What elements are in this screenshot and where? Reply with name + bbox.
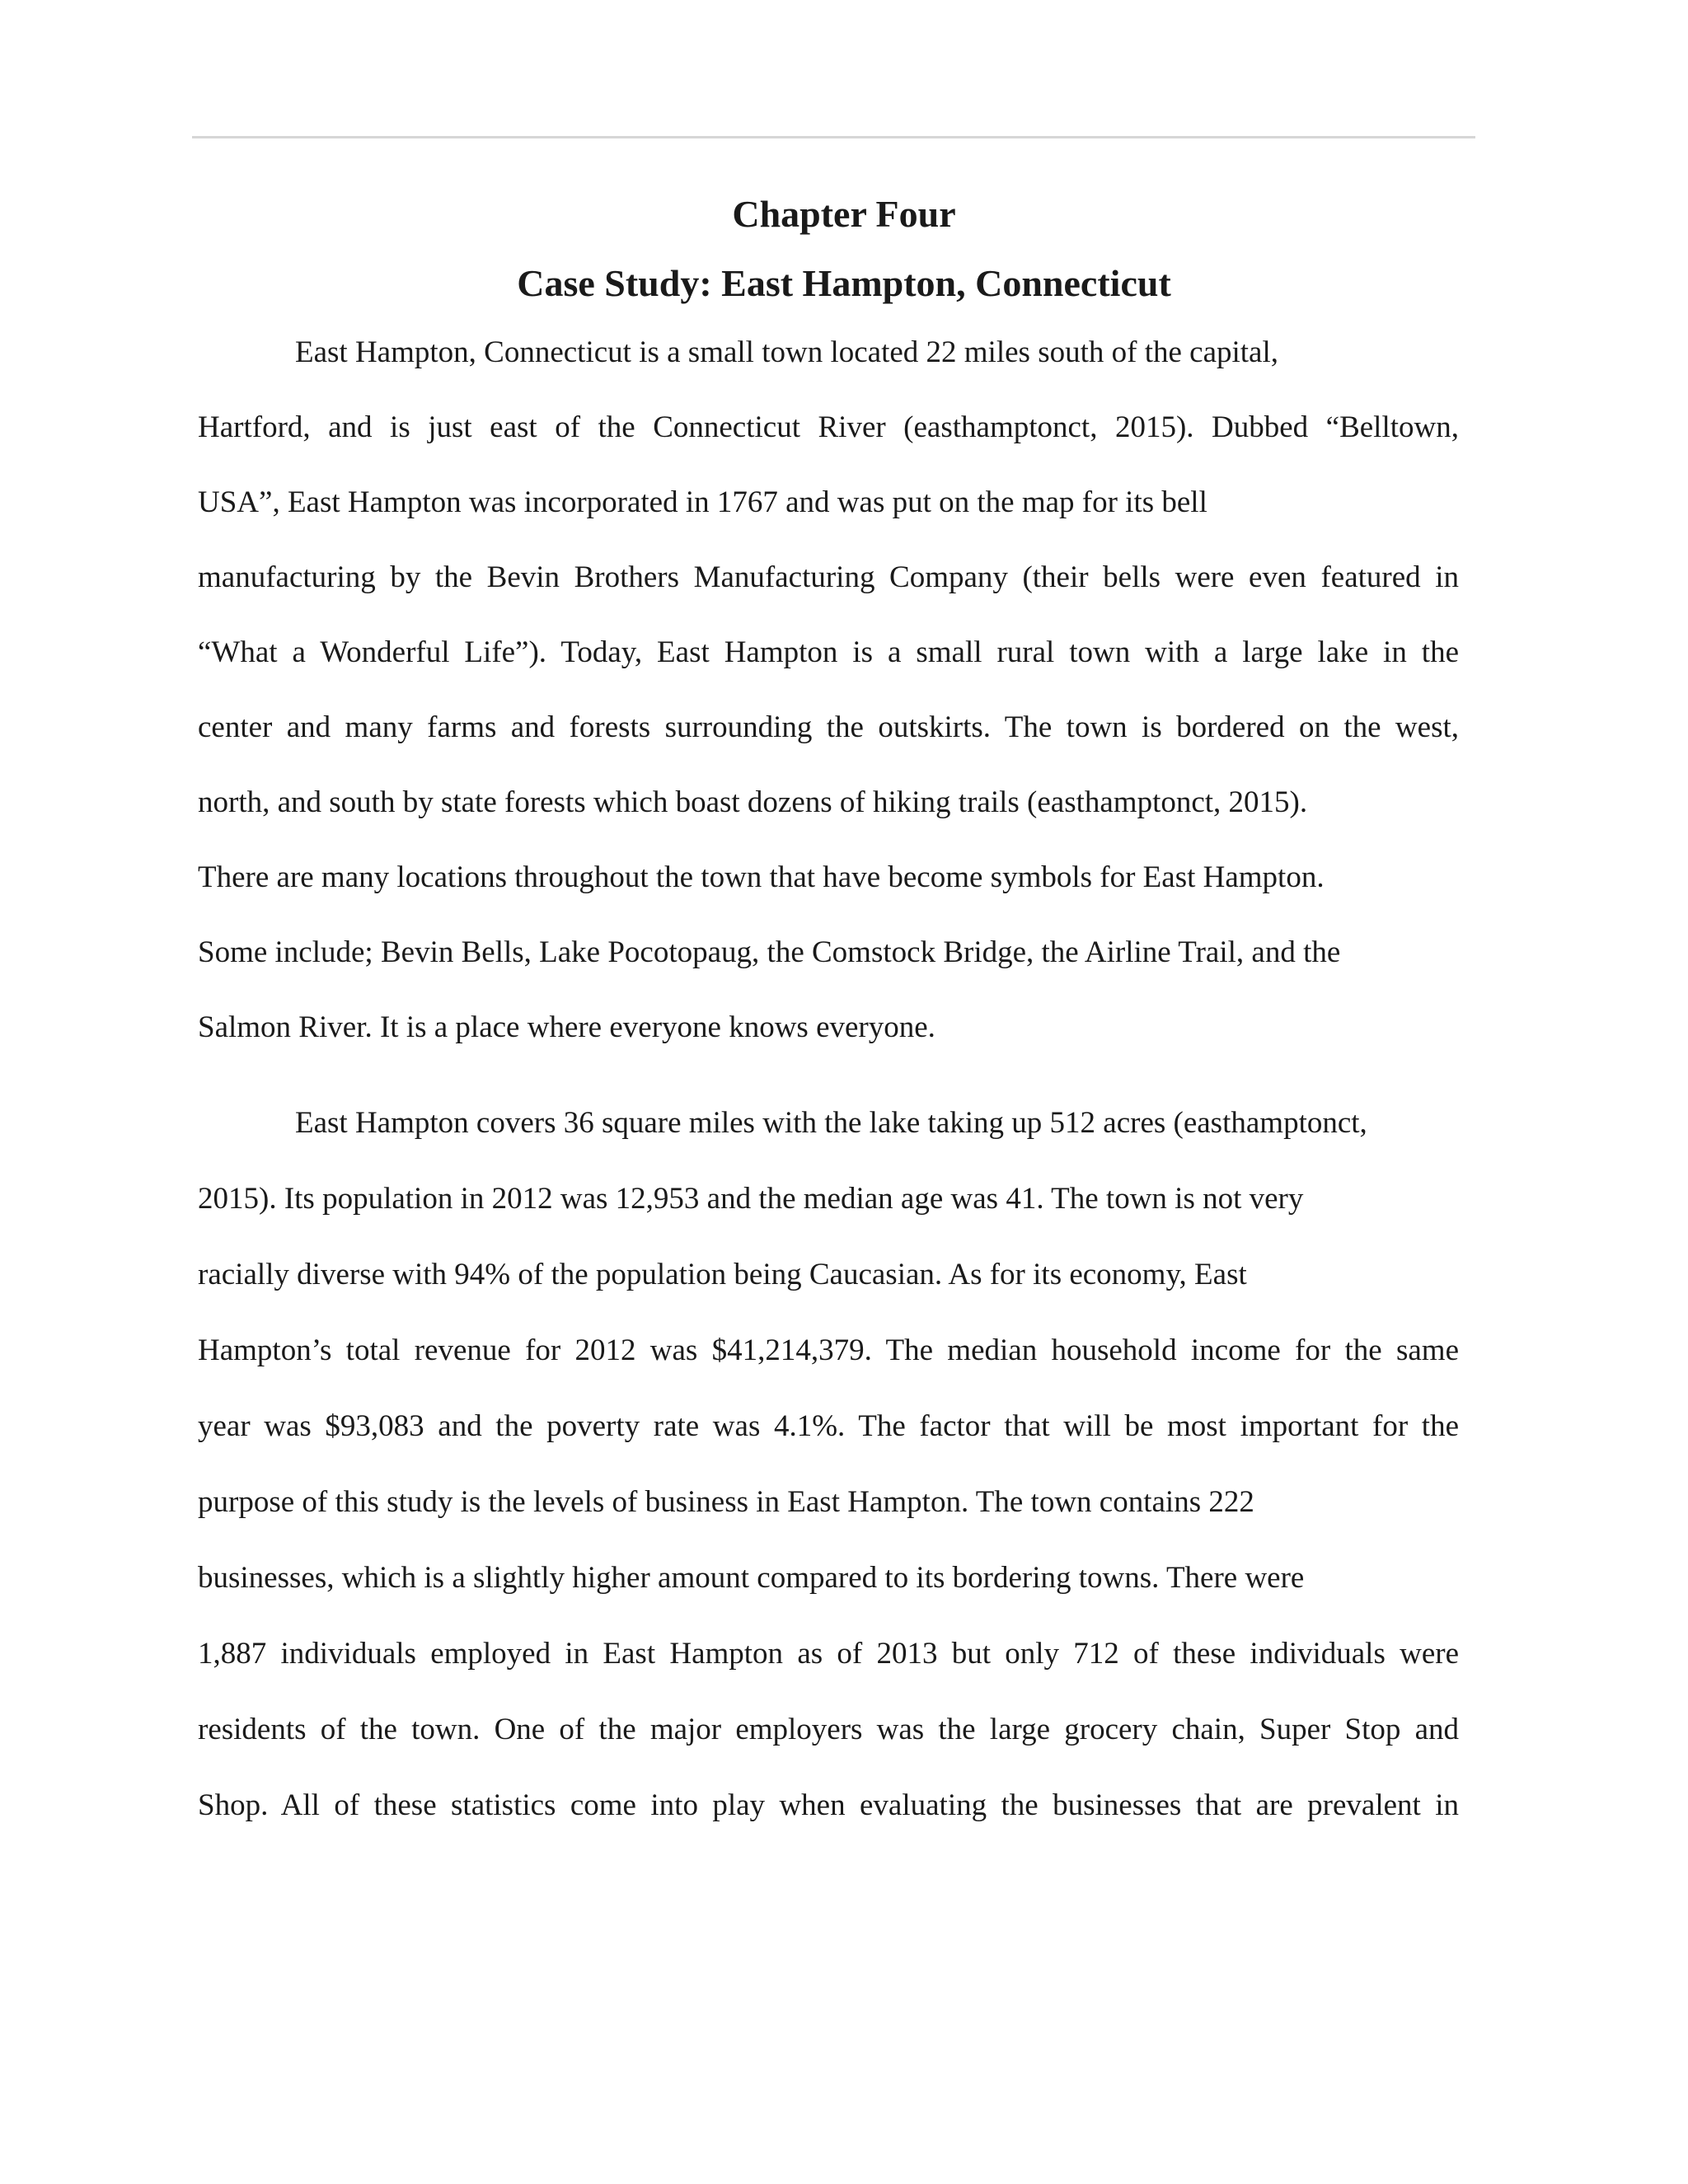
paragraph-1-line-2: Hartford, and is just east of the Connecticut River (easthamptonct, 2015). Dubbed “Belltown, [198, 410, 1459, 444]
paragraph-2-line-1: East Hampton covers 36 square miles with the lake taking up 512 acres (easthamptonct, [295, 1106, 1367, 1140]
paragraph-1-line-6: center and many farms and forests surrounding the outskirts. The town is bordered on the west, [198, 710, 1459, 744]
paragraph-2-line-3: racially diverse with 94% of the population being Caucasian. As for its economy, East [198, 1258, 1247, 1291]
paragraph-2-line-10: Shop. All of these statistics come into play when evaluating the businesses that are prevalent in [198, 1788, 1459, 1822]
paragraph-2-line-7: businesses, which is a slightly higher amount compared to its bordering towns. There were [198, 1561, 1305, 1595]
paragraph-1-line-1: East Hampton, Connecticut is a small town located 22 miles south of the capital, [295, 335, 1278, 369]
case-study-title: Case Study: East Hampton, Connecticut [517, 262, 1171, 304]
paragraph-1-line-9: Some include; Bevin Bells, Lake Pocotopaug, the Comstock Bridge, the Airline Trail, and the [198, 935, 1341, 969]
paragraph-1-line-3: USA”, East Hampton was incorporated in 1767 and was put on the map for its bell [198, 485, 1207, 519]
header-divider [192, 136, 1475, 138]
paragraph-1-line-8: There are many locations throughout the town that have become symbols for East Hampton. [198, 860, 1325, 894]
paragraph-1-line-4: manufacturing by the Bevin Brothers Manufacturing Company (their bells were even featured in [198, 560, 1459, 594]
paragraph-1-line-5: “What a Wonderful Life”). Today, East Hampton is a small rural town with a large lake in the [198, 635, 1459, 669]
paragraph-2-line-5: year was $93,083 and the poverty rate was 4.1%. The factor that will be most important for the [198, 1409, 1459, 1443]
paragraph-2-line-6: purpose of this study is the levels of business in East Hampton. The town contains 222 [198, 1485, 1254, 1519]
paragraph-2-line-9: residents of the town. One of the major employers was the large grocery chain, Super Stop and [198, 1713, 1459, 1746]
chapter-title: Chapter Four [732, 193, 956, 235]
paragraph-2-line-8: 1,887 individuals employed in East Hampton as of 2013 but only 712 of these individuals were [198, 1637, 1459, 1671]
paragraph-1-line-7: north, and south by state forests which boast dozens of hiking trails (easthamptonct, 2015). [198, 785, 1308, 819]
paragraph-2-line-2: 2015). Its population in 2012 was 12,953 and the median age was 41. The town is not very [198, 1182, 1304, 1216]
paragraph-1-line-10: Salmon River. It is a place where everyone knows everyone. [198, 1010, 935, 1044]
paragraph-2-line-4: Hampton’s total revenue for 2012 was $41,214,379. The median household income for the same [198, 1333, 1459, 1367]
